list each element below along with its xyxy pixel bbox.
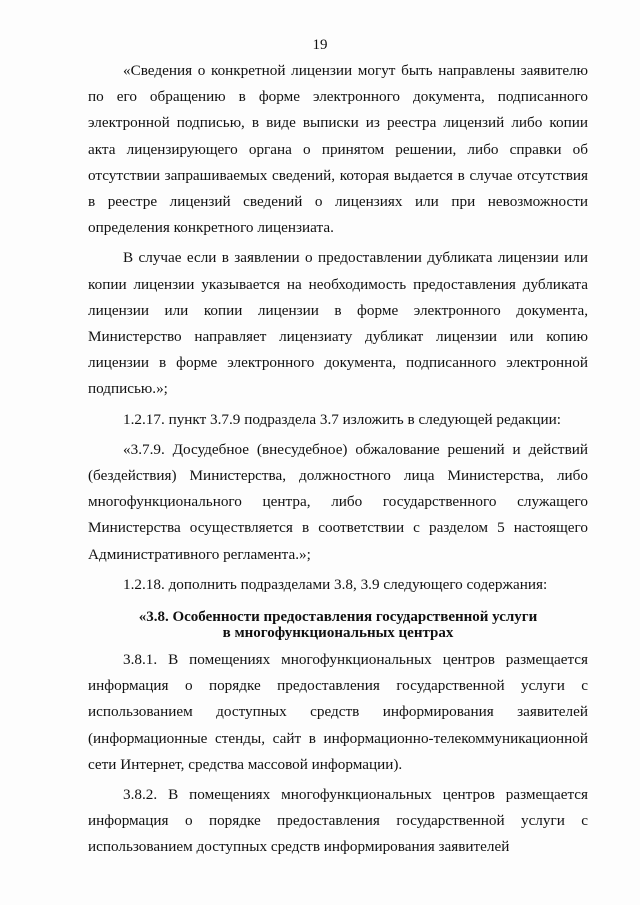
section-heading-line-1: «3.8. Особенности предоставления государственной услуги — [138, 609, 538, 626]
page-number: 19 — [312, 37, 328, 53]
paragraph-3-8-2: 3.8.2. В помещениях многофункциональных центров размещается информация о порядке предоставления государственной услуги с использованием доступных средств информирования заявителей — [88, 786, 588, 856]
section-heading-3-8 — [88, 602, 588, 647]
paragraph-1-2-17: 1.2.17. пункт 3.7.9 подраздела 3.7 изложить в следующей редакции: — [123, 410, 561, 428]
paragraph-1-2-18: 1.2.18. дополнить подразделами 3.8, 3.9 следующего содержания: — [123, 575, 548, 593]
paragraph-duplicate-license: В случае если в заявлении о предоставлении дубликата лицензии или копии лицензии указывается на необходимость предоставления дубликата лицензии или копии лицензии в форме электронного документа, Министерство направляет лицензиату дубликат лицензии или копию лицензии в форме электронного документа, подписанного электронной подписью.»; — [88, 249, 588, 398]
document-body — [88, 58, 588, 865]
section-heading-line-2: в многофункциональных центрах — [222, 625, 454, 642]
paragraph-3-8-1: 3.8.1. В помещениях многофункциональных центров размещается информация о порядке предоставления государственной услуги с использованием доступных средств информирования заявителей (информационные стенды, сайт в информационно-телекоммуникационной сети Интернет, средства массовой информации). — [88, 651, 588, 773]
paragraph-license-info: «Сведения о конкретной лицензии могут быть направлены заявителю по его обращению в форме электронного документа, подписанного электронной подписью, в виде выписки из реестра лицензий либо копии акта лицензирующего органа о принятом решении, либо справки об отсутствии запрашиваемых сведений, которая выдается в случае отсутствия в реестре лицензий сведений о лицензиях или при невозможности определения конкретного лицензиата. — [88, 62, 588, 237]
paragraph-3-7-9: «3.7.9. Досудебное (внесудебное) обжалование решений и действий (бездействия) Министерства, должностного лица Министерства, либо многофункционального центра, либо государственного служащего Министерства осуществляется в соответствии с разделом 5 настоящего Административного регламента.»; — [88, 440, 588, 563]
